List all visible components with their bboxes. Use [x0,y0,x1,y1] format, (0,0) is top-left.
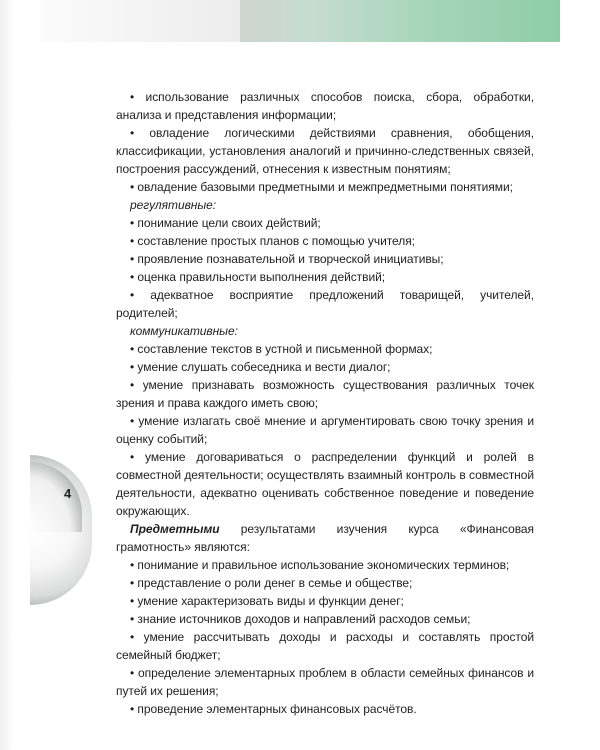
bullet-item: • определение элементарных проблем в области семейных финансов и путей их решения; [116,666,534,698]
margin-disc-highlight [30,462,82,532]
bullet-item: • овладение базовыми предметными и межпредметными понятиями; [130,180,513,194]
subject-results-paragraph [116,520,534,556]
bullet-item: • оценка правильности выполнения действий; [130,270,386,284]
bullet-item: • проявление познавательной и творческой инициативы; [130,252,444,266]
bullet-item: • умение слушать собеседника и вести диалог; [130,360,391,374]
bullet-item: • овладение логическими действиями сравнения, обобщения, классификации, установления аналогий и причинно-следственных связей, построения рассуждений, отнесения к известным понятиям; [116,126,534,176]
subject-results-term: Предметными [130,522,220,536]
page-number: 4 [64,486,72,501]
header-gradient-band [40,0,560,42]
page-body [116,88,534,718]
bullet-item: • знание источников доходов и направлений расходов семьи; [130,612,471,626]
section-subheading-communicative: коммуникативные: [130,324,238,338]
page-spine-shadow [0,0,14,750]
bullet-item: • представление о роли денег в семье и обществе; [130,576,413,590]
bullet-item: • составление простых планов с помощью учителя; [130,234,415,248]
bullet-item: • понимание и правильное использование экономических терминов; [130,558,510,572]
bullet-item: • умение договариваться о распределении функций и ролей в совместной деятельности; осуществлять взаимный контроль в совместной деятельности, адекватно оценивать собственное поведение и поведение окружающих. [116,450,534,518]
subject-results-text: результатами изучения курса «Финансовая грамотность» являются: [116,522,534,554]
bullet-item: • понимание цели своих действий; [130,216,321,230]
bullet-item: • умение характеризовать виды и функции денег; [130,594,404,608]
bullet-item: • составление текстов в устной и письменной формах; [130,342,433,356]
bullet-item: • умение признавать возможность существования различных точек зрения и права каждого иметь свою; [116,378,534,410]
bullet-item: • адекватное восприятие предложений товарищей, учителей, родителей; [116,288,534,320]
bullet-item: • проведение элементарных финансовых расчётов. [130,702,417,716]
bullet-item: • умение рассчитывать доходы и расходы и составлять простой семейный бюджет; [116,630,534,662]
bullet-item: • использование различных способов поиска, сбора, обработки, анализа и представления информации; [116,90,534,122]
bullet-item: • умение излагать своё мнение и аргументировать свою точку зрения и оценку событий; [116,414,534,446]
section-subheading-regulative: регулятивные: [130,198,217,212]
